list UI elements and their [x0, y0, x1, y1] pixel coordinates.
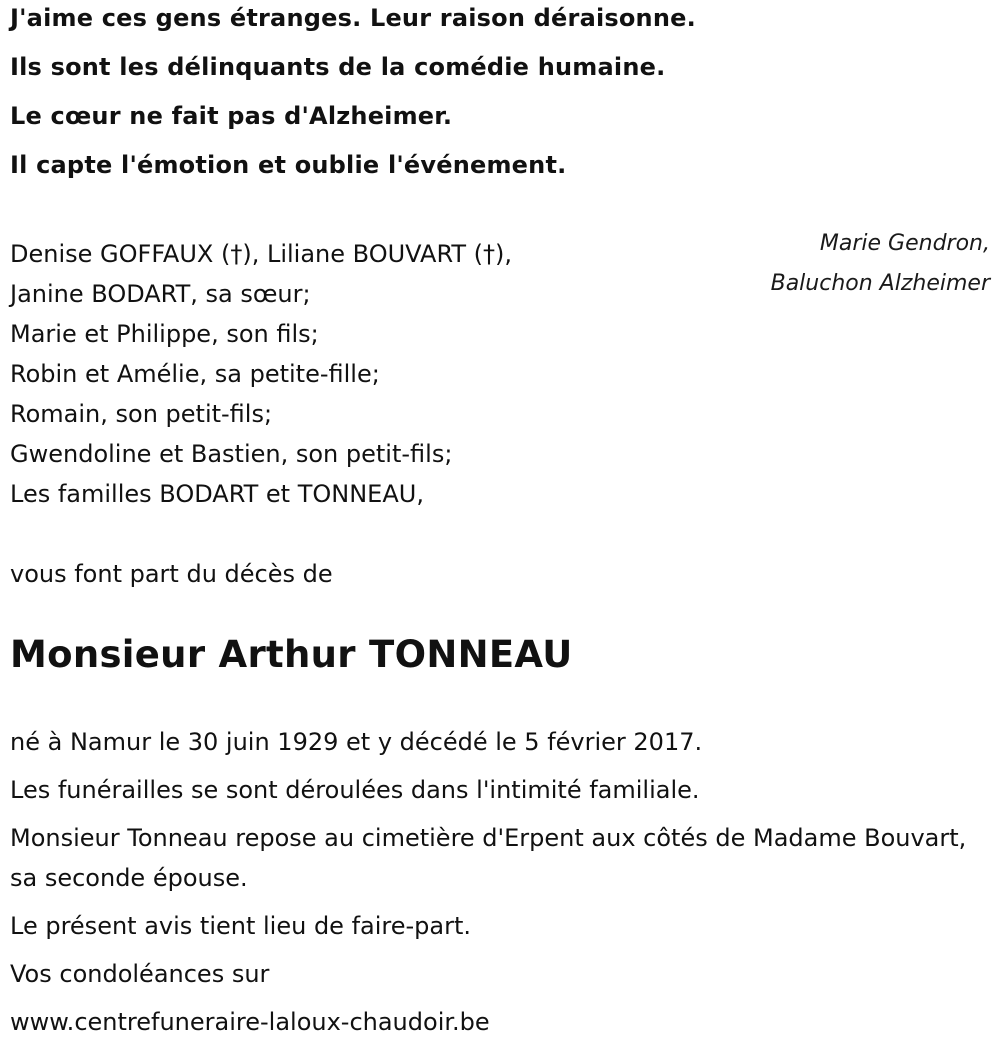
family-line: Romain, son petit-fils;: [10, 400, 273, 428]
family-line: Denise GOFFAUX (†), Liliane BOUVART (†),: [10, 240, 513, 268]
resting-place-text: Monsieur Tonneau repose au cimetière d'Erpent aux côtés de Madame Bouvart, sa seconde épouse.: [10, 824, 967, 892]
deceased-name-heading: Monsieur Arthur TONNEAU: [10, 633, 573, 676]
announcement-text: vous font part du décès de: [10, 560, 333, 588]
condolences-website-link[interactable]: www.centrefuneraire-laloux-chaudoir.be: [10, 1008, 490, 1036]
family-line: Robin et Amélie, sa petite-fille;: [10, 360, 380, 388]
poem-line: Ils sont les délinquants de la comédie humaine.: [10, 53, 666, 81]
notice-text: Le présent avis tient lieu de faire-part.: [10, 912, 472, 940]
obituary-details: [10, 722, 985, 1050]
obituary-page: [10, 0, 995, 1060]
poem-epigraph: [10, 6, 990, 202]
attribution-source: Baluchon Alzheimer: [770, 271, 990, 296]
funeral-text: Les funérailles se sont déroulées dans l'intimité familiale.: [10, 776, 700, 804]
family-line: Gwendoline et Bastien, son petit-fils;: [10, 440, 453, 468]
poem-attribution: [771, 224, 990, 304]
family-line: Marie et Philippe, son fils;: [10, 320, 319, 348]
family-line: Janine BODART, sa sœur;: [10, 280, 311, 308]
family-list: [10, 234, 710, 514]
family-line: Les familles BODART et TONNEAU,: [10, 480, 424, 508]
attribution-author: Marie Gendron,: [819, 231, 990, 256]
poem-line: Le cœur ne fait pas d'Alzheimer.: [10, 102, 453, 130]
poem-line: J'aime ces gens étranges. Leur raison déraisonne.: [10, 4, 696, 32]
poem-line: Il capte l'émotion et oublie l'événement.: [10, 151, 567, 179]
condolences-label: Vos condoléances sur: [10, 960, 270, 988]
birth-death-text: né à Namur le 30 juin 1929 et y décédé le 5 février 2017.: [10, 728, 703, 756]
